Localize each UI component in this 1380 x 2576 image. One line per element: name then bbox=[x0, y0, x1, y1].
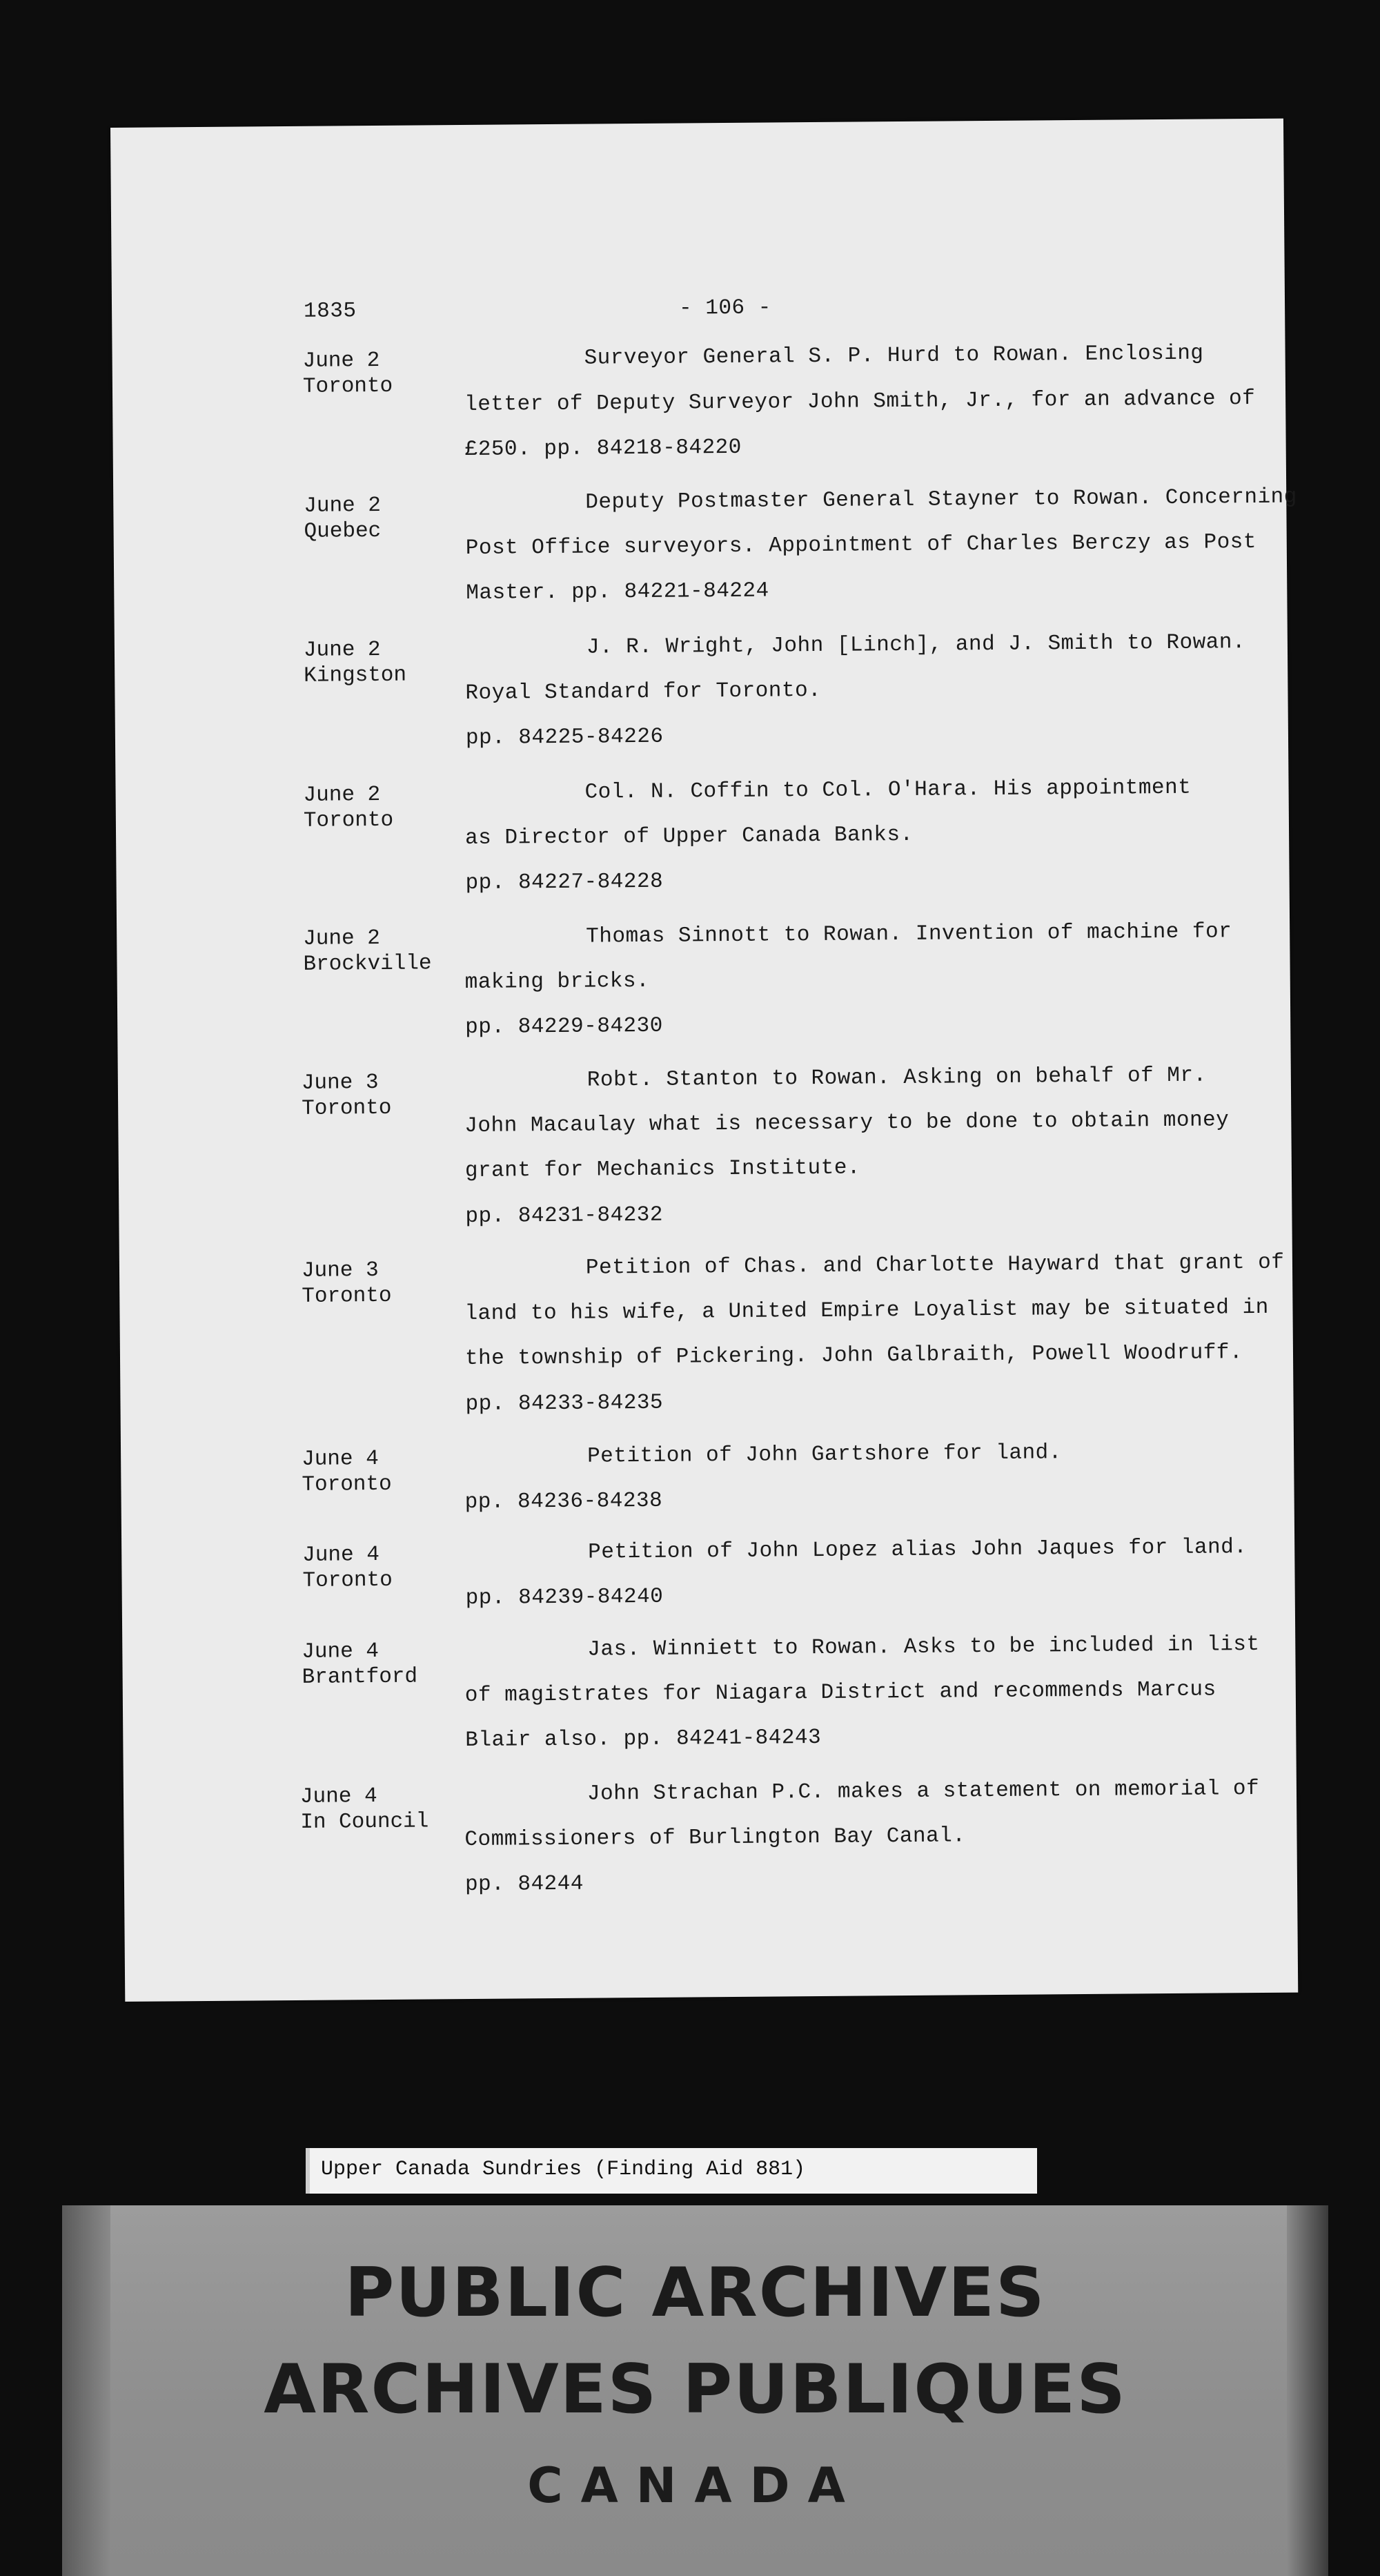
entry-text-line: pp. 84236-84238 bbox=[464, 1488, 663, 1515]
entry-date: June 3 bbox=[301, 1070, 379, 1095]
entry-text-line: Surveyor General S. P. Hurd to Rowan. Enclosing bbox=[584, 341, 1204, 371]
entry-place: Toronto bbox=[302, 1472, 392, 1498]
entry-text-line: grant for Mechanics Institute. bbox=[464, 1155, 861, 1184]
entry-text-line: making bricks. bbox=[464, 968, 650, 995]
entry-text-line: pp. 84227-84228 bbox=[465, 869, 664, 895]
entry-text-line: Deputy Postmaster General Stayner to Rowan. Concerning bbox=[585, 485, 1297, 515]
entry-text-line: Petition of John Lopez alias John Jaques for land. bbox=[588, 1535, 1248, 1565]
entry-text-line: pp. 84233-84235 bbox=[465, 1390, 664, 1417]
entry-text-line: £250. pp. 84218-84220 bbox=[464, 435, 742, 462]
entry-text-line: pp. 84231-84232 bbox=[465, 1202, 664, 1229]
entry-text-line: pp. 84244 bbox=[464, 1871, 584, 1897]
entry-date: June 2 bbox=[302, 348, 380, 373]
entry-date: June 4 bbox=[302, 1639, 379, 1664]
entry-date-block bbox=[302, 1542, 393, 1594]
entry-text-line: Petition of Chas. and Charlotte Hayward that grant of bbox=[585, 1250, 1285, 1280]
entry-text-line: Blair also. pp. 84241-84243 bbox=[465, 1725, 822, 1753]
entry-text-line: Royal Standard for Toronto. bbox=[465, 678, 822, 705]
banner-line-archives-publiques: ARCHIVES PUBLIQUES bbox=[264, 2350, 1127, 2429]
entry-text-line: as Director of Upper Canada Banks. bbox=[464, 822, 914, 850]
entry-place: Toronto bbox=[303, 808, 394, 834]
entry-place: Toronto bbox=[302, 1284, 392, 1309]
finding-aid-caption: Upper Canada Sundries (Finding Aid 881) bbox=[306, 2148, 1037, 2194]
entry-date-block bbox=[302, 1446, 392, 1498]
entry-text-line: J. R. Wright, John [Linch], and J. Smith to Rowan. bbox=[586, 630, 1246, 660]
entry-date-block bbox=[300, 1783, 429, 1835]
entry-date: June 3 bbox=[301, 1258, 379, 1283]
entry-date-block bbox=[303, 782, 393, 834]
entry-date: June 2 bbox=[303, 637, 381, 663]
entry-text-line: John Macaulay what is necessary to be done to obtain money bbox=[464, 1108, 1230, 1139]
entry-place: Brantford bbox=[302, 1664, 418, 1690]
entry-text-line: Post Office surveyors. Appointment of Charles Berczy as Post bbox=[465, 529, 1257, 560]
banner-line-public-archives: PUBLIC ARCHIVES bbox=[344, 2254, 1046, 2332]
entry-date: June 4 bbox=[302, 1447, 379, 1472]
banner-line-canada: CANADA bbox=[527, 2457, 863, 2514]
entry-date-block bbox=[304, 637, 406, 690]
entry-date-block bbox=[303, 348, 393, 400]
entry-date-block bbox=[302, 1258, 392, 1309]
entry-text-line: of magistrates for Niagara District and recommends Marcus bbox=[464, 1677, 1216, 1708]
page-number: - 106 - bbox=[678, 295, 771, 321]
entry-text-line: Thomas Sinnott to Rowan. Invention of machine for bbox=[586, 919, 1232, 949]
entry-text-line: the township of Pickering. John Galbraith, Powell Woodruff. bbox=[464, 1340, 1243, 1372]
entry-text-line: John Strachan P.C. makes a statement on memorial of bbox=[586, 1776, 1260, 1806]
entry-text-line: Col. N. Coffin to Col. O'Hara. His appointment bbox=[584, 775, 1192, 805]
entry-date: June 2 bbox=[303, 926, 380, 951]
entry-text-line: Commissioners of Burlington Bay Canal. bbox=[464, 1824, 966, 1853]
entry-text-line: pp. 84229-84230 bbox=[465, 1013, 663, 1040]
entry-text-line: Robt. Stanton to Rowan. Asking on behalf of Mr. bbox=[586, 1063, 1207, 1093]
archives-stamp-banner bbox=[62, 2205, 1328, 2576]
entry-date: June 4 bbox=[299, 1784, 377, 1809]
entry-place: In Council bbox=[300, 1809, 429, 1835]
entry-date-block bbox=[302, 1070, 392, 1122]
entry-date-block bbox=[303, 925, 432, 977]
entry-place: Toronto bbox=[302, 373, 393, 400]
entry-place: Quebec bbox=[304, 519, 382, 545]
entry-place: Toronto bbox=[302, 1568, 393, 1594]
entry-text-line: Jas. Winniett to Rowan. Asks to be included in list bbox=[587, 1632, 1260, 1662]
entry-text-line: letter of Deputy Surveyor John Smith, Jr., for an advance of bbox=[464, 386, 1256, 417]
entry-place: Brockville bbox=[303, 951, 432, 977]
year-heading: 1835 bbox=[303, 299, 357, 324]
entry-place: Kingston bbox=[304, 663, 407, 689]
entry-text-line: Petition of John Gartshore for land. bbox=[587, 1441, 1062, 1469]
entry-text-line: pp. 84225-84226 bbox=[465, 724, 664, 750]
entry-date: June 4 bbox=[302, 1543, 380, 1568]
entry-place: Toronto bbox=[302, 1096, 392, 1122]
entry-date-block bbox=[304, 493, 381, 545]
entry-date-block bbox=[302, 1639, 417, 1691]
entry-date: June 2 bbox=[304, 493, 382, 518]
entry-text-line: Master. pp. 84221-84224 bbox=[466, 578, 769, 605]
entry-text-line: pp. 84239-84240 bbox=[465, 1584, 664, 1611]
entry-text-line: land to his wife, a United Empire Loyalist may be situated in bbox=[464, 1295, 1269, 1327]
typed-page bbox=[110, 119, 1298, 2002]
entry-date: June 2 bbox=[303, 782, 381, 808]
